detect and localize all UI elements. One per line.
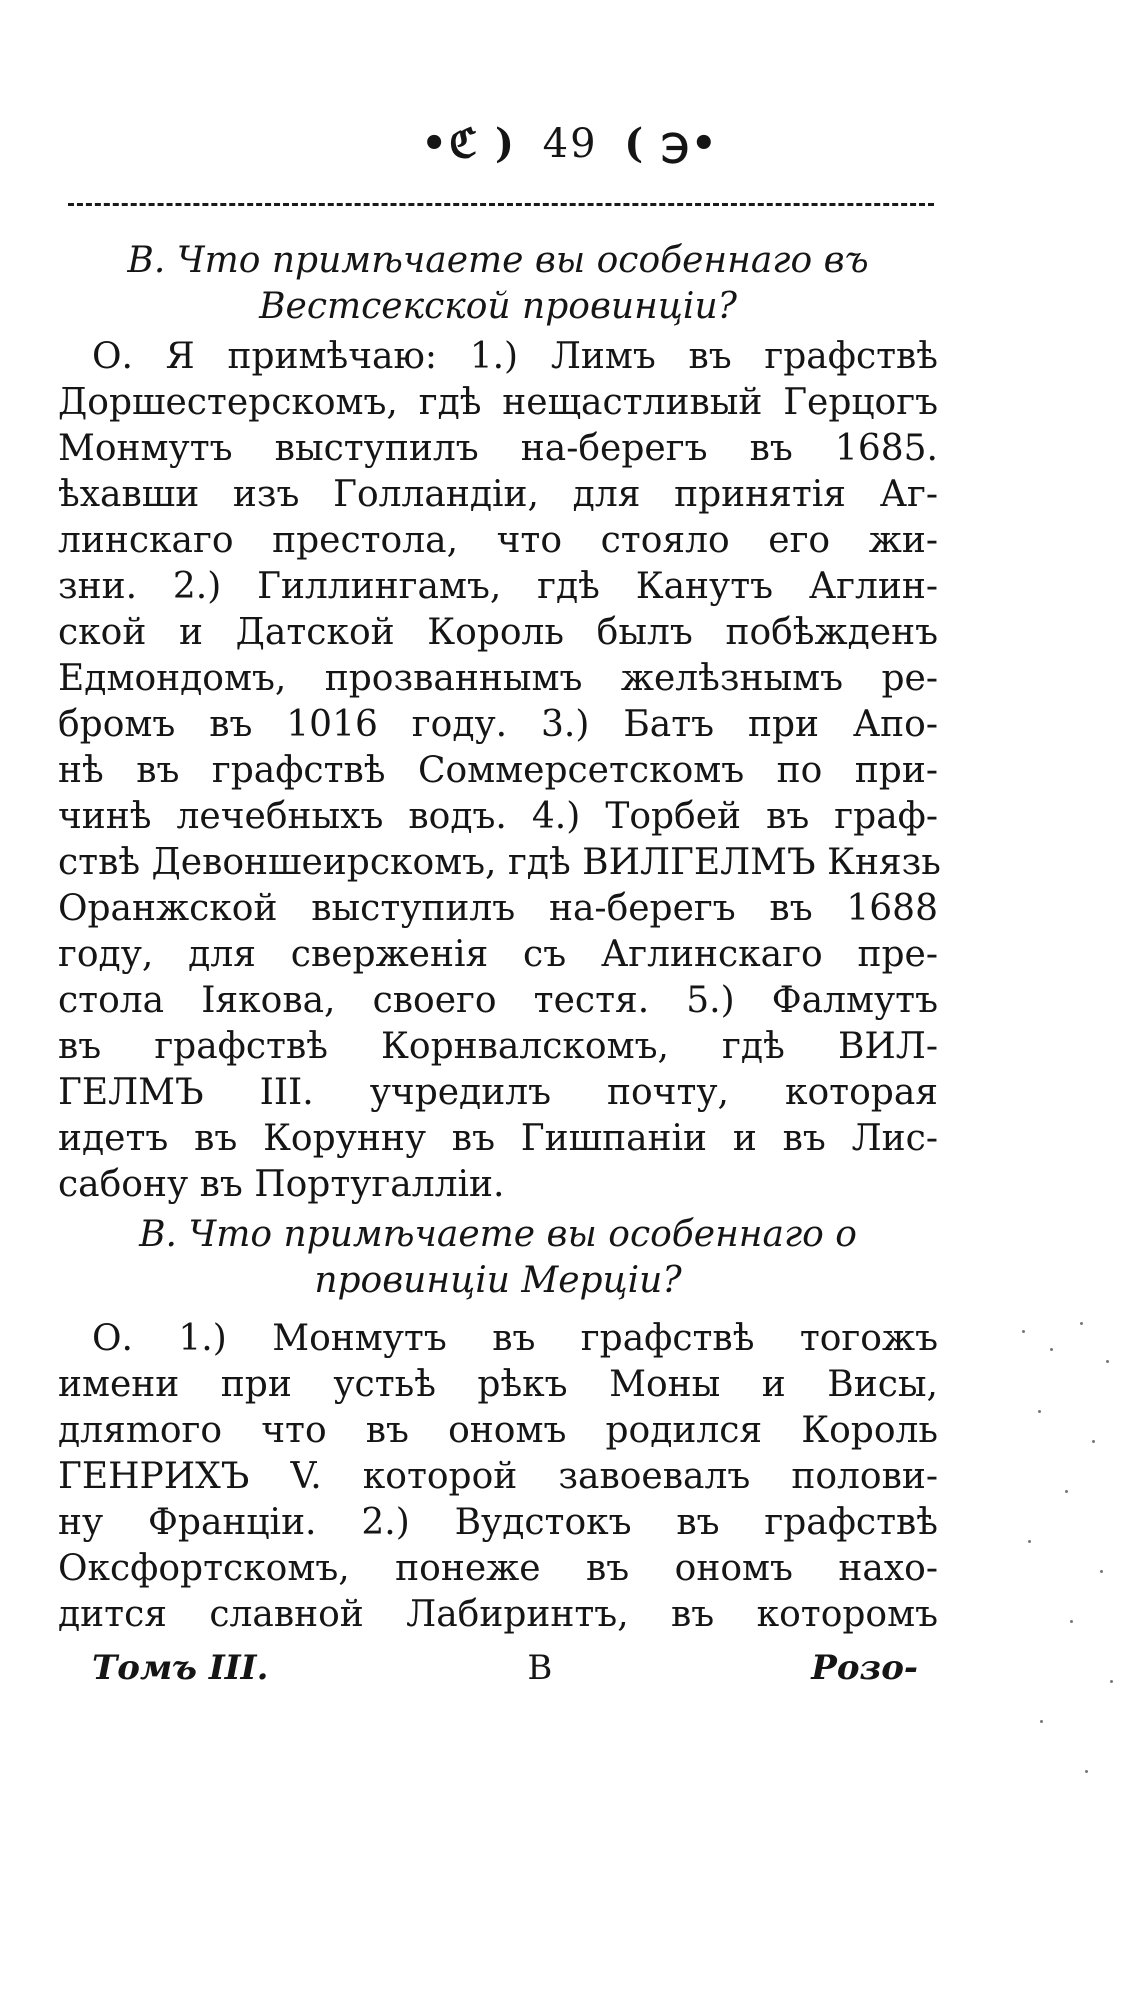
header-rule <box>68 203 934 206</box>
answer-line: зни. 2.) Гиллингамъ, гдѣ Канутъ Аглин- <box>58 566 938 607</box>
answer-line: ѣхавши изъ Голландіи, для принятія Аг- <box>58 474 938 515</box>
answer-line: году, для сверженія съ Аглинскаго пре- <box>58 934 938 975</box>
answer-line: ГЕЛМЪ III. учредилъ почту, которая <box>58 1072 938 1113</box>
answer-line: ской и Датской Король былъ побѣжденъ <box>58 612 938 653</box>
answer-line: Доршестерскомъ, гдѣ нещастливый Герцогъ <box>58 382 938 423</box>
answer-1 <box>58 334 941 1208</box>
question-2 <box>58 1212 938 1304</box>
header-ornament-left: •ℭ ) <box>421 120 516 167</box>
page-number: 49 <box>542 121 598 167</box>
answer-line: О. 1.) Монмутъ въ графствѣ тогожъ <box>92 1318 938 1359</box>
answer-line: Едмондомъ, прозваннымъ желѣзнымъ ре- <box>58 658 938 699</box>
answer-line: Оранжской выступилъ на-берегъ въ 1688 <box>58 888 938 929</box>
answer-line: чинѣ лечебныхъ водъ. 4.) Торбей въ граф- <box>58 796 938 837</box>
header-ornament-right: ( ℈• <box>624 120 719 167</box>
answer-line: стола Іякова, своего тестя. 5.) Фалмутъ <box>58 980 938 1021</box>
answer-line: линскаго престола, что стояло его жи- <box>58 520 938 561</box>
answer-line: въ графствѣ Корнвалскомъ, гдѣ ВИЛ- <box>58 1026 938 1067</box>
answer-line: ну Франціи. 2.) Вудстокъ въ графствѣ <box>58 1502 938 1543</box>
answer-line: имени при устьѣ рѣкъ Моны и Висы, <box>58 1364 938 1405</box>
question-line: В. Что примѣчаете вы особеннаго въ <box>127 240 869 281</box>
question-1 <box>58 238 938 330</box>
answer-line: нѣ въ графствѣ Соммерсетскомъ по при- <box>58 750 938 791</box>
signature-mark: В <box>527 1648 553 1688</box>
answer-line: бромъ въ 1016 году. 3.) Батъ при Апо- <box>58 704 938 745</box>
answer-line: ГЕНРИХЪ V. которой завоевалъ полови- <box>58 1456 938 1497</box>
answer-line: Оксфортскомъ, понеже въ ономъ нахо- <box>58 1548 938 1589</box>
page-footer <box>92 1645 918 1691</box>
question-line: Вестсекской провинціи? <box>259 286 737 327</box>
answer-line: дляmого что въ ономъ родился Король <box>58 1410 938 1451</box>
answer-line: идетъ въ Корунну въ Гишпаніи и въ Лис- <box>58 1118 938 1159</box>
catchword: Розо- <box>811 1648 918 1688</box>
answer-line: сабону въ Португалліи. <box>58 1164 505 1205</box>
answer-line: ствѣ Девоншеирскомъ, гдѣ ВИЛГЕЛМЪ Князь <box>58 842 941 883</box>
question-line: В. Что примѣчаете вы особеннаго о <box>139 1214 857 1255</box>
answer-2 <box>58 1316 938 1638</box>
answer-line: Монмутъ выступилъ на-берегъ въ 1685. <box>58 428 938 469</box>
question-line: провинціи Мерціи? <box>314 1260 682 1301</box>
page-header <box>0 120 1140 167</box>
scan-specks <box>1010 1300 1130 1800</box>
answer-line: дится славной Лабиринтъ, въ которомъ <box>58 1594 938 1635</box>
volume-label: Томъ III. <box>92 1648 269 1688</box>
answer-line: О. Я примѣчаю: 1.) Лимъ въ графствѣ <box>92 336 938 377</box>
